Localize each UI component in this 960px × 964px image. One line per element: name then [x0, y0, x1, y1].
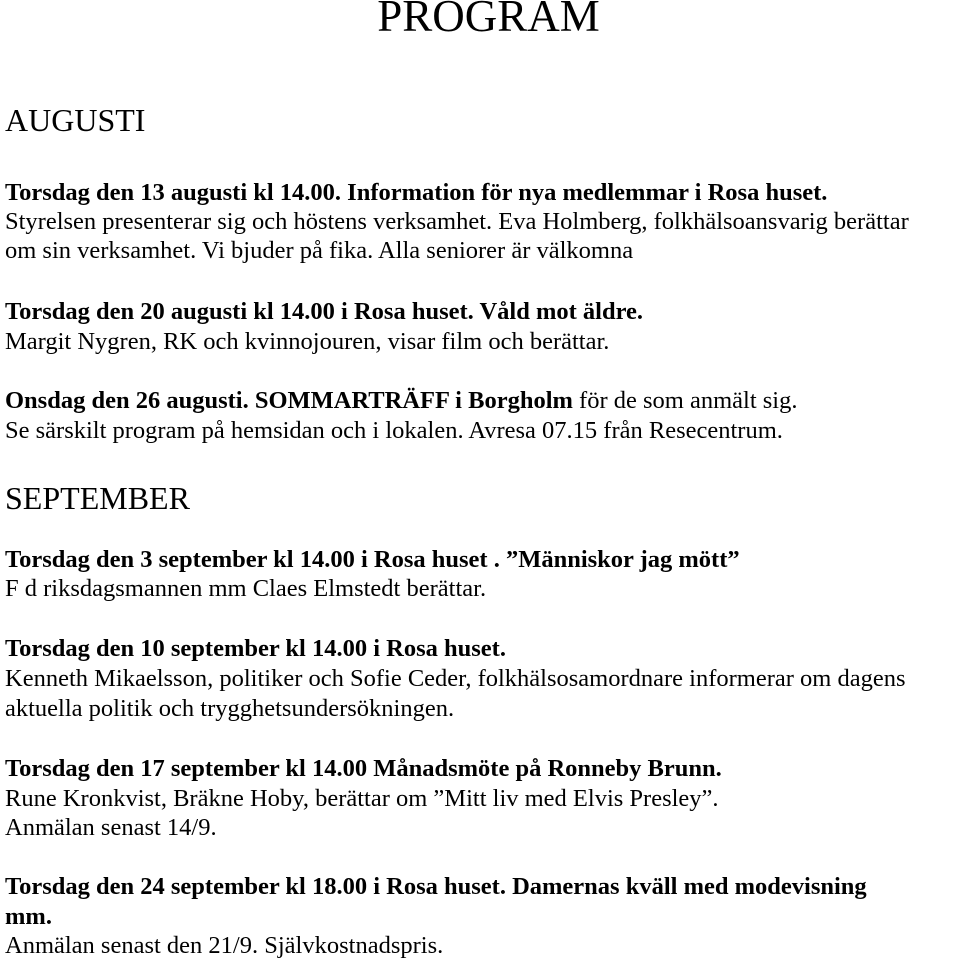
- event-heading: Torsdag den 20 augusti kl 14.00 i Rosa huset. Våld mot äldre.: [5, 298, 644, 325]
- event-heading-rest: för de som anmält sig.: [572, 387, 798, 414]
- event-description: Margit Nygren, RK och kvinnojouren, visar film och berättar.: [5, 328, 610, 355]
- event-description: Rune Kronkvist, Bräkne Hoby, berättar om ”Mitt liv med Elvis Presley”.: [5, 785, 719, 812]
- month-heading-september: SEPTEMBER: [5, 480, 190, 516]
- event-heading-continued: mm.: [5, 903, 52, 930]
- event-description: Anmälan senast 14/9.: [5, 814, 217, 841]
- event-description: F d riksdagsmannen mm Claes Elmstedt berättar.: [5, 575, 487, 602]
- event-description: aktuella politik och trygghetsundersökningen.: [5, 695, 455, 722]
- event-heading: Torsdag den 3 september kl 14.00 i Rosa huset . ”Människor jag mött”: [5, 546, 740, 573]
- month-heading-august: AUGUSTI: [5, 102, 146, 138]
- event-heading: Torsdag den 24 september kl 18.00 i Rosa huset. Damernas kväll med modevisning: [5, 873, 867, 900]
- event-heading: Torsdag den 10 september kl 14.00 i Rosa huset.: [5, 635, 506, 662]
- event-description: Anmälan senast den 21/9. Självkostnadspris.: [5, 932, 444, 959]
- page-title: PROGRAM: [377, 0, 600, 41]
- event-description: Se särskilt program på hemsidan och i lokalen. Avresa 07.15 från Resecentrum.: [5, 417, 783, 444]
- event-heading: Torsdag den 13 augusti kl 14.00. Information för nya medlemmar i Rosa huset.: [5, 179, 828, 206]
- event-description: Styrelsen presenterar sig och höstens verksamhet. Eva Holmberg, folkhälsoansvarig berättar: [5, 208, 909, 235]
- event-description: Kenneth Mikaelsson, politiker och Sofie Ceder, folkhälsosamordnare informerar om dagens: [5, 665, 906, 692]
- event-heading: Onsdag den 26 augusti. SOMMARTRÄFF i Borgholm: [5, 387, 573, 414]
- event-description: om sin verksamhet. Vi bjuder på fika. Alla seniorer är välkomna: [5, 237, 634, 264]
- event-heading: Torsdag den 17 september kl 14.00 Månadsmöte på Ronneby Brunn.: [5, 755, 722, 782]
